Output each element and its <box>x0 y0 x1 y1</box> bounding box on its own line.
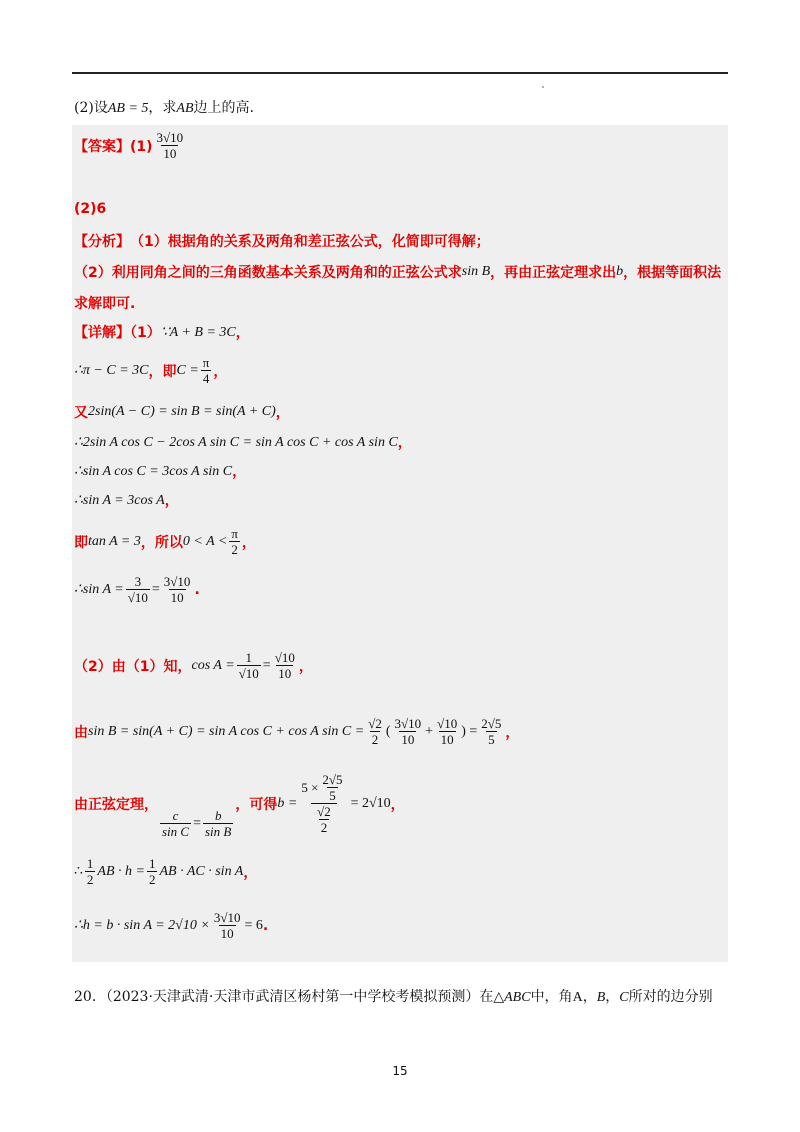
fraction <box>212 910 243 941</box>
text: ，即 <box>148 363 177 380</box>
fraction <box>237 650 261 681</box>
compound-fraction <box>299 772 348 835</box>
detail-label: 【详解】（1） <box>74 325 161 341</box>
next-question <box>74 986 713 1006</box>
frac-den: 4 <box>202 371 210 386</box>
fraction <box>126 574 150 605</box>
frac-den: 10 <box>220 926 234 941</box>
next-question-text: 20．（2023·天津武清·天津市武清区杨村第一中学校考模拟预测）在 <box>74 989 494 1005</box>
part2-line2 <box>74 716 519 747</box>
comma: ， <box>164 493 179 509</box>
fraction <box>147 856 158 887</box>
comma: ， <box>275 405 290 421</box>
frac-num: √2 <box>317 804 331 819</box>
math-expr: ∴sin A cos C = 3cos A sin C <box>74 463 233 479</box>
equals: = <box>262 657 271 673</box>
question-part2 <box>74 97 254 117</box>
analysis-text2a: （2）利用同角之间的三角函数基本关系及两角和的正弦公式求 <box>74 265 462 281</box>
math-expr: C <box>619 990 629 1005</box>
frac-den: 5 <box>329 788 336 803</box>
answer-label: 【答案】(1) <box>74 138 153 155</box>
frac-num: 3√10 <box>394 716 422 731</box>
frac-den: sin C <box>162 824 190 839</box>
fraction <box>160 808 191 839</box>
frac-num: 2√5 <box>481 716 502 731</box>
analysis-text1: （1）根据角的关系及两角和差正弦公式，化简即可得解； <box>130 234 490 250</box>
math-expr: b = <box>277 795 298 811</box>
comma: ， <box>235 325 250 341</box>
math-expr: = 2√10 <box>350 795 391 811</box>
math-expr: C = <box>176 362 199 378</box>
detail-line7 <box>74 526 256 557</box>
text: 由正弦定理， <box>74 796 158 813</box>
q2-prefix: (2)设 <box>74 100 108 116</box>
fraction <box>273 650 297 681</box>
period: . <box>262 917 269 934</box>
fraction <box>315 804 333 835</box>
math-expr: 0 < A < <box>182 533 228 549</box>
text: 即 <box>74 534 88 551</box>
fraction <box>201 355 212 386</box>
frac-num: 3√10 <box>163 574 191 589</box>
frac-num: 3 <box>134 574 142 589</box>
comma: ， <box>397 435 412 451</box>
math-expr: AB · AC · sin A <box>159 863 244 879</box>
text: 由 <box>74 724 88 741</box>
text: （2）由（1）知， <box>74 658 192 675</box>
frac-den: 10 <box>278 666 292 681</box>
header-rule <box>72 72 728 74</box>
text: 中，角 <box>530 989 573 1005</box>
frac-den: 2 <box>86 872 94 887</box>
q2-suffix2: 边上的高. <box>193 100 254 116</box>
frac-num: √10 <box>274 650 295 665</box>
fraction <box>229 526 240 557</box>
frac-den: 2 <box>371 732 379 747</box>
frac-num: 1 <box>86 856 94 871</box>
analysis-math: sin B <box>461 264 491 279</box>
math-expr: sin B = sin(A + C) = sin A cos C + cos A sin C = <box>88 723 365 739</box>
analysis-math2: b <box>616 264 624 279</box>
frac-den: 2 <box>148 872 156 887</box>
text: ， <box>605 989 620 1005</box>
detail-line3 <box>74 402 290 422</box>
detail-line6 <box>74 490 179 510</box>
frac-num: 2√5 <box>322 772 343 787</box>
analysis-line2 <box>74 262 721 282</box>
analysis-text2c: ，根据等面积法 <box>623 265 722 281</box>
comma: ， <box>232 464 247 480</box>
math-expr: ∵A + B = 3C <box>160 324 236 340</box>
math-expr: = 6 <box>244 917 263 933</box>
plus: + <box>425 723 434 739</box>
comma: ， <box>390 796 405 813</box>
math-expr: △ABC <box>493 990 531 1005</box>
text: 又 <box>74 405 88 421</box>
fraction <box>162 574 193 605</box>
frac-num: √2 <box>368 716 382 731</box>
math-expr: ∴sin A = 3cos A <box>74 492 165 508</box>
speck <box>542 86 544 88</box>
frac-den: 10 <box>401 732 415 747</box>
frac-den: √10 <box>238 666 259 681</box>
detail-line5 <box>74 461 246 481</box>
paren: ) = <box>461 723 478 739</box>
comma: ， <box>241 534 256 551</box>
math-expr: B <box>596 990 606 1005</box>
part2-line4 <box>74 856 257 887</box>
frac-den: 5 <box>488 732 495 747</box>
detail-line4 <box>74 432 412 452</box>
part2-line5 <box>74 910 268 941</box>
comma: ， <box>505 724 520 741</box>
frac-den: 10 <box>170 590 184 605</box>
text: ，所以 <box>140 534 183 551</box>
fraction <box>366 716 384 747</box>
frac-den: 10 <box>163 146 177 161</box>
paren: ( <box>385 723 391 739</box>
math-expr: ∴sin A = <box>74 582 124 597</box>
frac-num: b <box>214 808 222 823</box>
analysis-line3: 求解即可. <box>74 296 136 312</box>
fraction <box>435 716 459 747</box>
fraction <box>393 716 424 747</box>
analysis-label: 【分析】 <box>74 234 130 250</box>
comma: ， <box>298 658 313 675</box>
text: ， <box>582 989 597 1005</box>
compound-num <box>299 772 348 803</box>
answer-fraction <box>155 130 186 161</box>
equals: = <box>193 815 201 831</box>
frac-num: π <box>202 355 210 370</box>
part2-line3 <box>74 768 405 839</box>
frac-num: 3√10 <box>156 130 184 145</box>
detail-line8 <box>74 574 200 605</box>
frac-den: 2 <box>320 820 328 835</box>
part2-line1 <box>74 650 313 681</box>
math-expr: tan A = 3 <box>88 533 141 549</box>
analysis-line1 <box>74 231 490 251</box>
math-expr: A <box>572 990 583 1005</box>
frac-num: 1 <box>148 856 156 871</box>
math-expr: ∴h = b · sin A = 2√10 × <box>74 918 210 933</box>
fraction <box>203 808 233 839</box>
compound-den <box>311 803 337 835</box>
fraction <box>85 856 96 887</box>
math-expr: ∴2sin A cos C − 2cos A sin C = sin A cos C + cos A sin C <box>74 434 398 450</box>
q2-math2: AB <box>176 101 194 116</box>
detail-line1 <box>74 322 250 342</box>
equals: = <box>151 581 160 597</box>
frac-den: 10 <box>440 732 454 747</box>
text: ，可得 <box>235 796 278 813</box>
answer-part2: (2)6 <box>74 201 107 217</box>
comma: ， <box>213 363 228 380</box>
math-expr: AB · h = <box>97 863 145 879</box>
fraction <box>320 772 344 803</box>
frac-den: √10 <box>127 590 148 605</box>
frac-num: π <box>231 526 238 541</box>
comma: ， <box>243 864 258 881</box>
frac-num: 3√10 <box>213 910 241 925</box>
analysis-text2b: ，再由正弦定理求出 <box>490 265 617 281</box>
frac-den: 2 <box>231 542 238 557</box>
period: . <box>194 581 200 598</box>
frac-num: √10 <box>437 716 458 731</box>
frac-den: sin B <box>205 824 232 839</box>
frac-num: 1 <box>245 650 252 665</box>
therefore: ∴ <box>74 864 83 879</box>
detail-line2 <box>74 355 227 386</box>
text: 所对的边分别 <box>628 989 713 1005</box>
fraction <box>479 716 503 747</box>
math-expr: 5 × <box>301 780 319 795</box>
q2-suffix: ，求 <box>148 100 177 116</box>
frac-num: c <box>172 808 179 823</box>
math-expr: 2sin(A − C) = sin B = sin(A + C) <box>88 404 276 419</box>
answer-line <box>74 130 187 161</box>
math-expr: cos A = <box>191 657 235 673</box>
page-number: 15 <box>392 1064 408 1078</box>
math-expr: ∴π − C = 3C <box>74 363 149 378</box>
q2-math: AB = 5 <box>107 101 149 116</box>
